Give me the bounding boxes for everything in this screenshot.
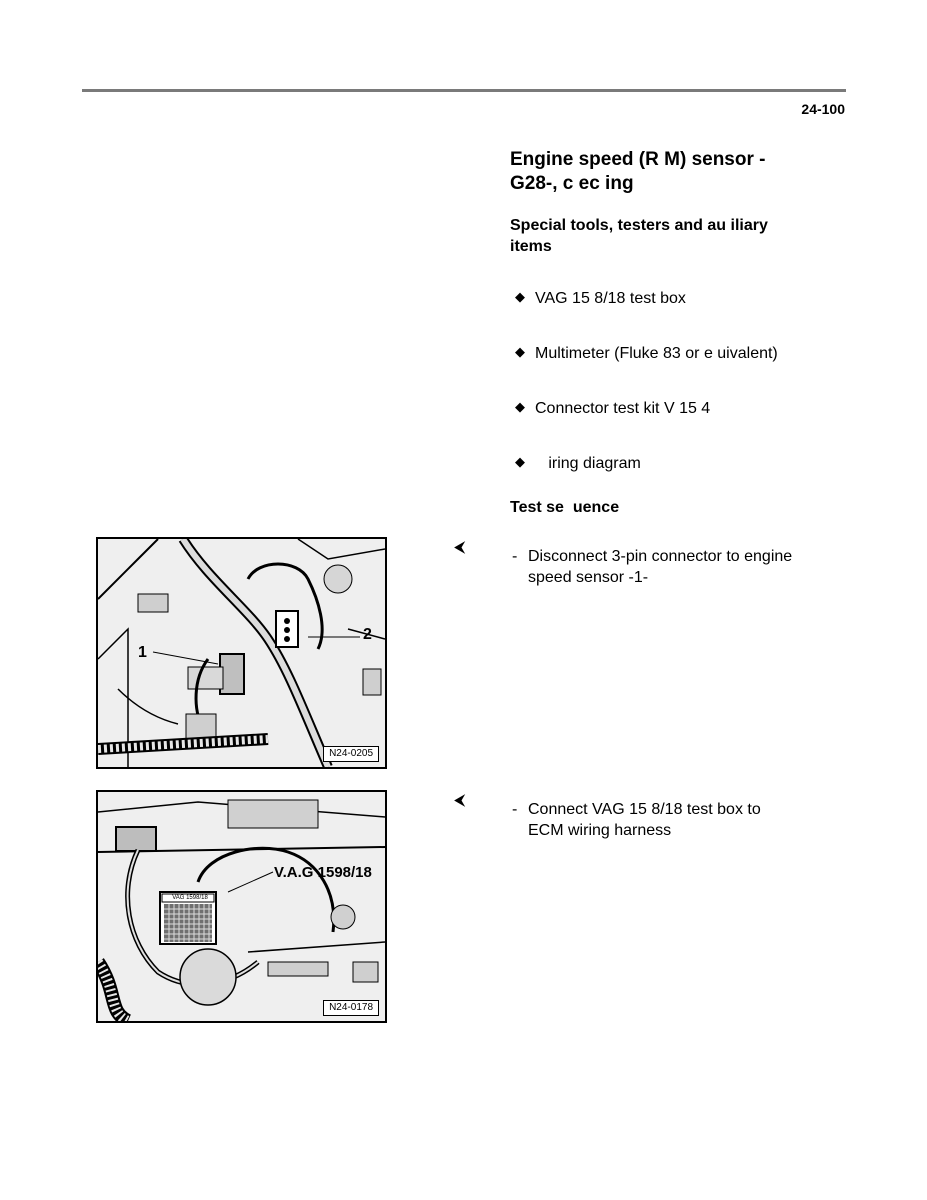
tool-item xyxy=(515,287,845,309)
step-item xyxy=(512,799,842,841)
tool-item xyxy=(515,342,845,364)
step-text-line-1: Connect VAG 15 8/18 test box to xyxy=(528,801,761,818)
tools-heading-line-1: Special tools, testers and au iliary xyxy=(510,217,768,234)
callout-1: 1 xyxy=(138,644,147,661)
tool-item-label: iring diagram xyxy=(535,455,641,472)
callout-vag-1598-18: V.A.G 1598/18 xyxy=(274,864,372,881)
page-title xyxy=(510,148,840,196)
tool-item-label: VAG 15 8/18 test box xyxy=(535,290,686,307)
tools-heading-line-2: items xyxy=(510,238,552,255)
step-item xyxy=(512,546,842,588)
figure-code: N24-0205 xyxy=(323,746,379,762)
step-dash: - xyxy=(512,548,518,565)
tool-item xyxy=(515,397,845,419)
diamond-bullet-icon: ◆ xyxy=(515,344,525,359)
tool-item xyxy=(515,452,845,474)
pointer-arrow-icon: ⮜ xyxy=(454,792,466,809)
step-dash: - xyxy=(512,801,518,818)
engine-bay-illustration-2 xyxy=(98,792,385,1021)
callout-2: 2 xyxy=(363,626,372,643)
test-sequence-heading: Test se uence xyxy=(510,499,620,516)
figure-test-box-connection xyxy=(96,790,387,1023)
diamond-bullet-icon: ◆ xyxy=(515,399,525,414)
test-box-pin-grid xyxy=(164,904,212,942)
diamond-bullet-icon: ◆ xyxy=(515,454,525,469)
diamond-bullet-icon: ◆ xyxy=(515,289,525,304)
title-line-2: G28-, c ec ing xyxy=(510,173,634,194)
figure-connector-speed-sensor xyxy=(96,537,387,769)
page-number: 24-100 xyxy=(801,101,845,117)
tool-item-label: Connector test kit V 15 4 xyxy=(535,400,711,417)
step-text-line-1: Disconnect 3-pin connector to engine xyxy=(528,548,793,565)
figure-code: N24-0178 xyxy=(323,1000,379,1016)
test-box-label: VAG 1598/18 xyxy=(172,895,208,901)
step-text-line-2: ECM wiring harness xyxy=(528,822,672,839)
tools-heading xyxy=(510,215,840,257)
step-text-line-2: speed sensor -1- xyxy=(528,569,649,586)
header-rule xyxy=(82,89,846,92)
title-line-1: Engine speed (R M) sensor - xyxy=(510,149,766,170)
tool-item-label: Multimeter (Fluke 83 or e uivalent) xyxy=(535,345,778,362)
pointer-arrow-icon: ⮜ xyxy=(454,539,466,556)
